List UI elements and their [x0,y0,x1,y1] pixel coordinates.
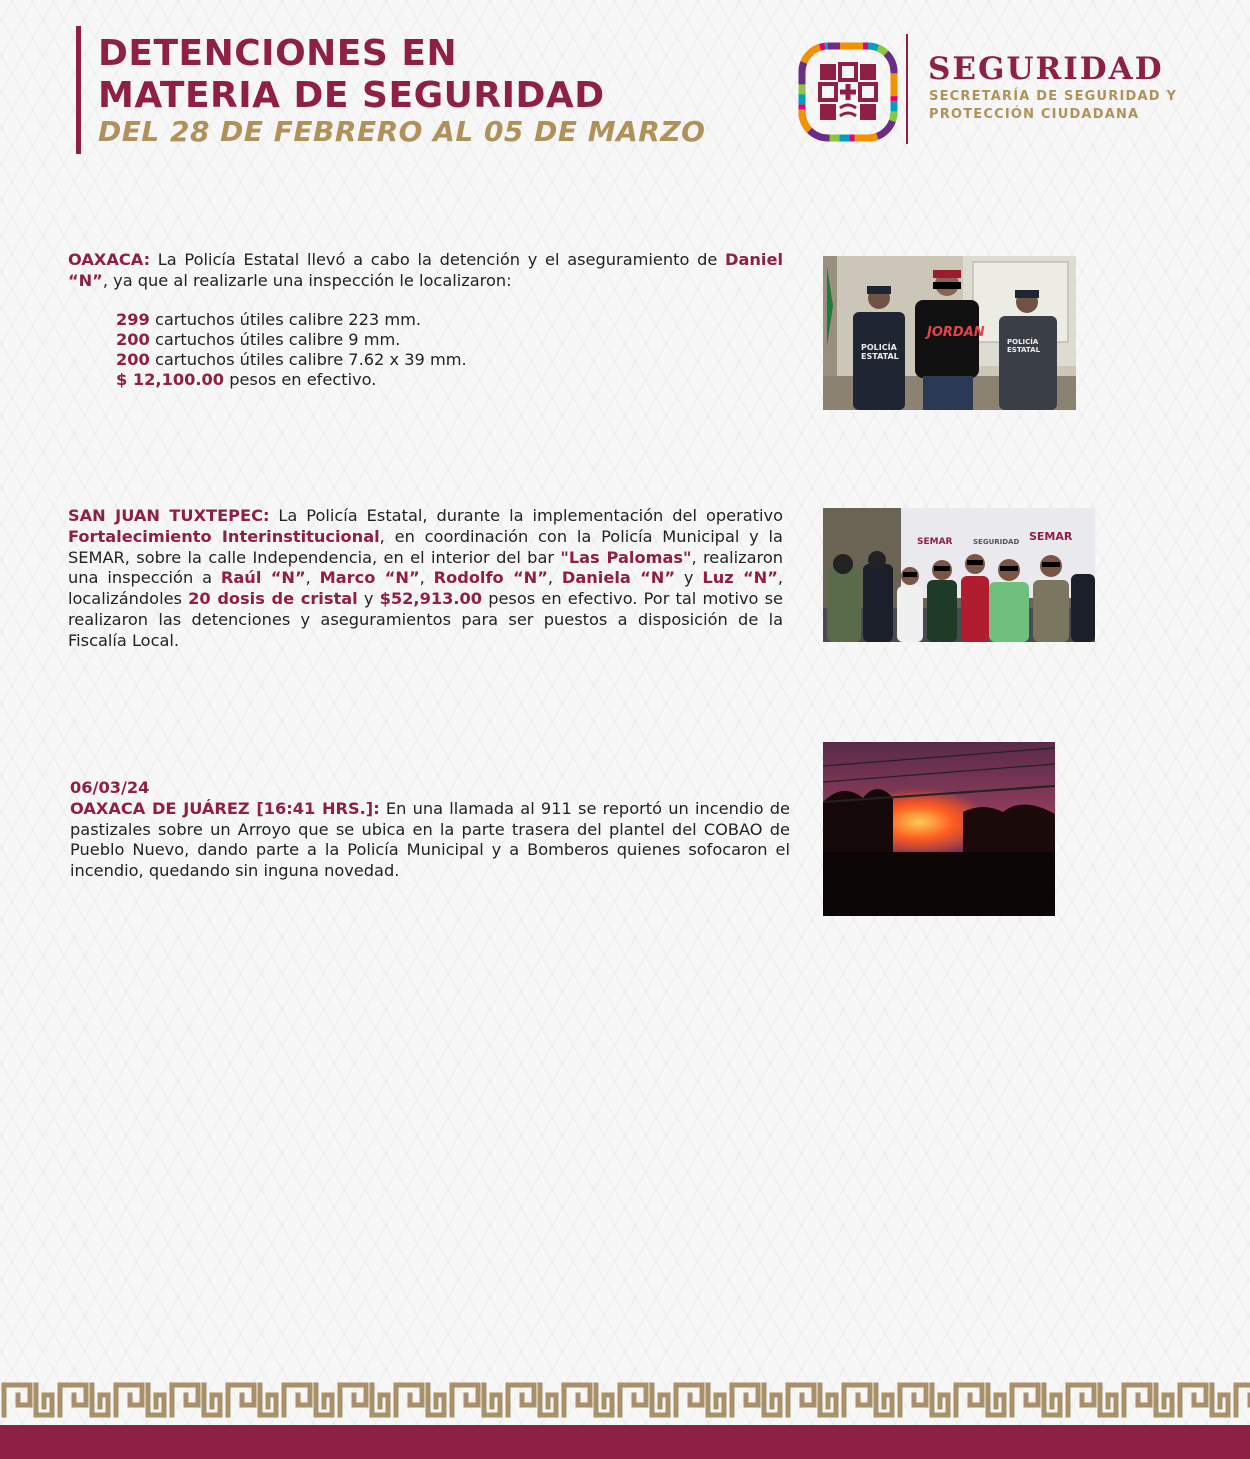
seized-item [116,350,467,370]
footer-greca-pattern [0,1379,1250,1421]
seized-money: $52,913.00 [379,589,483,609]
detainee-name: Marco “N” [319,568,420,588]
seized-item [116,370,467,390]
seized-item-qty: 299 [116,310,150,329]
report-oaxaca [68,250,783,292]
report-text: En una llamada al 911 se reportó un incendio de pastizales sobre un Arroyo que se ubica en la parte trasera del plantel del COBAO de Pueblo Nuevo, dando parte a la Policía Municipal y a Bomberos quienes sofocaron el incendio, quedando sin inguna novedad. [70,798,790,881]
photo-tuxtepec-detention [823,508,1095,642]
report-fire [70,778,790,882]
logo-subtitle-line-2: PROTECCIÓN CIUDADANA [929,107,1140,122]
vest-label: POLICÍA [1007,338,1039,346]
detainee-name: Raúl “N” [220,568,306,588]
seized-item-desc: pesos en efectivo. [224,370,377,389]
banner-label: SEGURIDAD [973,538,1020,546]
page-title-line-1: DETENCIONES EN [98,33,458,74]
logo-divider [906,34,908,144]
seized-item-desc: cartuchos útiles calibre 9 mm. [149,330,401,349]
seized-item-desc: cartuchos útiles calibre 223 mm. [149,310,422,329]
report-place: OAXACA DE JUÁREZ [16:41 HRS.]: [70,798,380,818]
report-oaxaca-text [68,250,783,292]
report-tuxtepec [68,506,783,652]
footer-band [0,1425,1250,1459]
report-text: La Policía Estatal, durante la implementación del operativo [269,506,783,525]
operation-name: Fortalecimiento Interinstitucional [68,526,380,546]
seized-item-qty: 200 [116,350,150,369]
banner-label: SEMAR [1029,530,1073,543]
report-fire-text [70,799,790,882]
report-place: OAXACA: [68,250,151,269]
seized-item [116,330,467,350]
seized-item-qty: $ 12,100.00 [116,370,225,389]
report-place: SAN JUAN TUXTEPEC: [68,506,270,525]
photo-oaxaca-detention [823,256,1076,410]
oaxaca-emblem-icon [798,42,898,142]
report-text: , [419,568,434,588]
vest-label: ESTATAL [861,352,899,361]
shirt-label: JORDAN [927,325,985,340]
report-text: y [357,589,380,609]
header-accent-bar [76,26,81,154]
logo-title: SEGURIDAD [928,51,1164,87]
report-text: , localizándoles [68,568,783,609]
seized-items-list [116,310,467,390]
seized-item [116,310,467,330]
bar-name: "Las Palomas" [560,547,692,567]
seized-drug: 20 dosis de cristal [188,589,358,609]
seized-item-desc: cartuchos útiles calibre 7.62 x 39 mm. [149,350,467,369]
report-date [70,778,790,799]
banner-label: SEMAR [917,537,953,547]
detainee-name: Daniela “N” [561,568,675,588]
report-date-value: 06/03/24 [70,778,150,797]
report-text: , [547,568,562,588]
detainee-name: Luz “N” [702,568,778,588]
logo-subtitle-line-1: SECRETARÍA DE SEGURIDAD Y [929,89,1178,104]
report-text: pesos en efectivo. Por tal motivo se realizaron las detenciones y aseguramientos para ser puestos a disposición de la Fiscalía Local. [68,589,784,650]
vest-label: POLICÍA [861,343,897,352]
report-text: y [675,568,703,588]
report-text: , realizaron una inspección a [68,547,783,588]
seized-item-qty: 200 [116,330,150,349]
report-text: , ya que al realizarle una inspección le localizaron: [102,270,512,290]
photo-grassland-fire [823,742,1055,916]
page-title-line-2: MATERIA DE SEGURIDAD [98,75,605,116]
report-tuxtepec-text [68,506,783,652]
detainee-name: Daniel “N” [68,250,783,290]
vest-label: ESTATAL [1007,346,1041,354]
report-text: , [305,568,320,588]
page-subtitle-date-range: DEL 28 DE FEBRERO AL 05 DE MARZO [98,115,706,148]
report-text: , en coordinación con la Policía Municipal y la SEMAR, sobre la calle Independencia, en el interior del bar [68,526,783,567]
detainee-name: Rodolfo “N” [433,568,548,588]
report-text: La Policía Estatal llevó a cabo la detención y el aseguramiento de [150,250,726,269]
